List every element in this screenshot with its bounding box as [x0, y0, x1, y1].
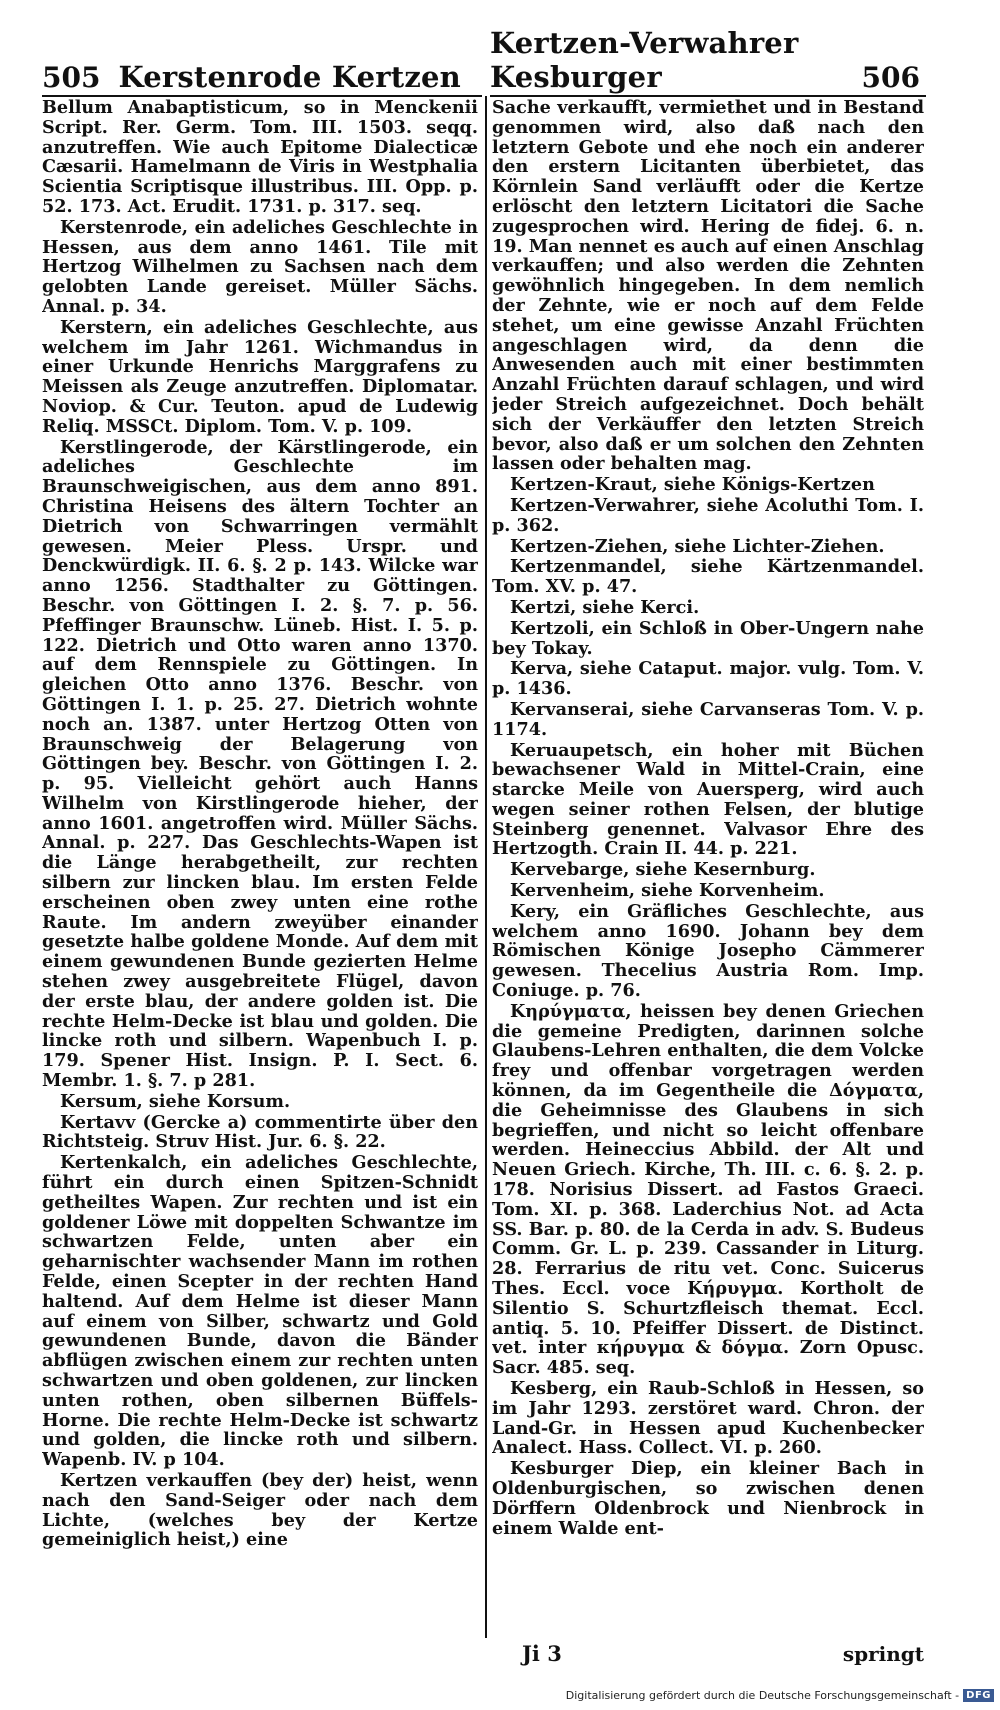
article-entry: Kesburger Diep, ein kleiner Bach in Oldenburgischen, so zwischen denen Dörffern Oldenbrock und Nienbrock in einem Walde ent-: [492, 1458, 924, 1539]
article-entry: Kervenheim, siehe Korvenheim.: [510, 880, 825, 902]
article-entry: Bellum Anabaptisticum, so in Menckenii Script. Rer. Germ. Tom. III. 1503. seqq. anzutreffen. Wie auch Epitome Dialecticæ Cæsarii. Hamelmann de Viris in Westphalia Scientia Scriptisque illustribus. III. Opp. p. 52. 173. Act. Erudit. 1731. p. 317. seq.: [42, 98, 478, 217]
right-running-head: Kertzen-Verwahrer Kesburger: [490, 26, 799, 94]
article-entry: Κηρύγματα, heissen bey denen Griechen die gemeine Predigten, darinnen solche Glaubens-Lehren enthalten, die dem Volcke frey und offenbar vorgetragen werden können, da im Gegentheile die Δόγματα, die Geheimnisse des Glaubens in sich begrieffen, und nicht so leicht offenbare werden. Heineccius Abbild. der Alt und Neuen Griech. Kirche, Th. III. c. 6. §. 2. p. 178. Norisius Dissert. ad Fastos Graeci. Tom. XI. p. 368. Laderchius Not. ad Acta SS. Bar. p. 80. de la Cerda in adv. S. Budeus Comm. Gr. L. p. 239. Cassander in Liturg. 28. Ferrarius de ritu vet. Conc. Suicerus Thes. Eccl. voce Κήρυγμα. Kortholt de Silentio S. Schurtzfleisch themat. Eccl. antiq. 5. 10. Pfeiffer Dissert. de Distinct. vet. inter κήρυγμα & δόγμα. Zorn Opusc. Sacr. 485. seq.: [492, 1000, 924, 1379]
article-entry: Kertzen-Verwahrer, siehe Acoluthi Tom. I. p. 362.: [492, 494, 924, 536]
left-column: [42, 98, 478, 1638]
column-divider: [485, 96, 487, 1638]
article-entry: Kervanserai, siehe Carvanseras Tom. V. p. 1174.: [492, 698, 924, 740]
article-entry: Kertzen-Kraut, siehe Königs-Kertzen: [510, 474, 875, 496]
article-entry: Kertzen-Ziehen, siehe Lichter-Ziehen.: [510, 535, 885, 557]
header-rule-left: [42, 95, 482, 97]
right-page-number: 506: [861, 61, 920, 94]
catchword: springt: [842, 1642, 924, 1666]
header-rule-right: [490, 95, 926, 97]
article-entry: Kery, ein Gräfliches Geschlechte, aus welchem anno 1690. Johann bey dem Römischen Könige Josepho Cämmerer gewesen. Thecelius Austria Rom. Imp. Coniuge. p. 76.: [492, 900, 924, 1002]
left-page-number: 505: [42, 61, 101, 94]
bottom-line: [492, 1640, 924, 1666]
article-entry: Kersum, siehe Korsum.: [60, 1090, 291, 1112]
signature-mark: Ji 3: [522, 1641, 562, 1666]
article-entry: Kertenkalch, ein adeliches Geschlechte, führt ein durch einen Spitzen-Schnidt getheiltes Wapen. Zur rechten und ist ein goldener Löwe mit doppelten Schwantze im schwartzen Felde, unten aber ein geharnischter wachsender Mann im rothen Felde, einen Scepter in der rechten Hand haltend. Auf dem Helme ist dieser Mann auf einem von Silber, schwartz und Gold gewundenen Bunde, davon die Bänder abflügen zwischen einem zur rechten unten schwartzen und oben goldenen, zur lincken unten rothen, oben silbernen Büffels-Horne. Die rechte Helm-Decke ist schwartz und golden, die lincke roth und silbern. Wapenb. IV. p 104.: [42, 1152, 478, 1471]
article-entry: Sache verkaufft, vermiethet und in Bestand genommen wird, also daß nach den letztern Gebote und ehe noch ein anderer den erstern Licitanten überbietet, das Körnlein Sand verläufft oder die Kertze erlöscht den letztern Licitatori die Sache zugesprochen wird. Hering de fidej. 6. n. 19. Man nennet es auch auf einen Anschlag verkauffen; und also werden die Zehnten gewöhnlich hingegeben. In dem nemlich der Zehnte, wie er noch auf dem Felde stehet, um eine gewisse Anzahl Früchten angeschlagen wird, da denn die Anwesenden auch mit einer bestimmten Anzahl Früchten darauf schlagen, und wird jeder Streich aufgezeichnet. Doch behält sich der Verkäuffer den letzten Streich bevor, also daß er um solchen den Zehnten lassen oder behalten mag.: [492, 98, 924, 475]
article-entry: Kervebarge, siehe Kesernburg.: [510, 859, 816, 881]
article-entry: Kesberg, ein Raub-Schloß in Hessen, so im Jahr 1293. zerstöret ward. Chron. der Land-Gr. in Hessen apud Kuchenbecker Analect. Hass. Collect. VI. p. 260.: [492, 1378, 924, 1459]
digitization-footer: [566, 1686, 994, 1704]
right-page-header: [490, 26, 920, 94]
article-entry: Kertzen verkauffen (bey der) heist, wenn nach den Sand-Seiger oder nach dem Lichte, (welches bey der Kertze gemeiniglich heist,) eine: [42, 1469, 478, 1551]
footer-text: Digitalisierung gefördert durch die Deutsche Forschungsgemeinschaft -: [565, 1688, 960, 1702]
article-entry: Kertzenmandel, siehe Kärtzenmandel. Tom. XV. p. 47.: [492, 556, 924, 598]
article-entry: Kerstlingerode, der Kärstlingerode, ein adeliches Geschlechte im Braunschweigischen, aus dem anno 891. Christina Heisens des ältern Tochter an Dietrich von Schwarringen vermählt gewesen. Meier Pless. Urspr. und Denckwürdigk. II. 6. §. 2 p. 143. Wilcke war anno 1256. Stadthalter zu Göttingen. Beschr. von Göttingen I. 2. §. 7. p. 56. Pfeffinger Braunschw. Lüneb. Hist. I. 5. p. 122. Dietrich und Otto waren anno 1370. auf dem Rennspiele zu Göttingen. In gleichen Otto anno 1376. Beschr. von Göttingen I. 1. p. 25. 27. Dietrich wohnte noch an. 1387. unter Hertzog Otten von Braunschweig der Belagerung von Göttingen bey. Beschr. von Göttingen I. 2. p. 95. Vielleicht gehört auch Hanns Wilhelm von Kirstlingerode hieher, der anno 1601. angetroffen wird. Müller Sächs. Annal. p. 227. Das Geschlechts-Wapen ist die Länge herabgetheilt, zur rechten silbern zur lincken blau. Im ersten Felde erscheinen oben zwey unten eine rothe Raute. Im andern zweyüber einander gesetzte halbe goldene Monde. Auf dem mit einem gewundenen Bunde gezierten Helme stehen zwey ausgebreitete Flügel, davon der erste blau, der andere golden ist. Die rechte Helm-Decke ist blau und golden. Die lincke roth und silbern. Wapenbuch I. p. 179. Spener Hist. Insign. P. I. Sect. 6. Membr. 1. §. 7. p 281.: [42, 436, 478, 1092]
dfg-logo: DFG: [963, 1689, 994, 1702]
article-entry: Kerva, siehe Cataput. major. vulg. Tom. V. p. 1436.: [492, 658, 924, 700]
article-entry: Kerstenrode, ein adeliches Geschlechte in Hessen, aus dem anno 1461. Tile mit Hertzog Wilhelmen zu Sachsen nach dem gelobten Lande gereiset. Müller Sächs. Annal. p. 34.: [42, 216, 478, 317]
article-entry: Kertzoli, ein Schloß in Ober-Ungern nahe bey Tokay.: [492, 617, 924, 659]
article-entry: Keruaupetsch, ein hoher mit Büchen bewachsener Wald in Mittel-Crain, eine starcke Meile von Auersperg, wird auch wegen seiner rothen Felsen, der blutige Steinberg genennet. Valvasor Ehre des Hertzogth. Crain II. 44. p. 221.: [492, 739, 924, 860]
left-running-head: Kerstenrode Kertzen: [118, 60, 461, 94]
left-page-header: [42, 60, 482, 94]
article-entry: Kertavv (Gercke a) commentirte über den Richtsteig. Struv Hist. Jur. 6. §. 22.: [42, 1111, 478, 1153]
article-entry: Kertzi, siehe Kerci.: [510, 596, 700, 618]
right-column: [492, 98, 924, 1638]
article-entry: Kerstern, ein adeliches Geschlechte, aus welchem im Jahr 1261. Wichmandus in einer Urkunde Henrichs Marggrafens zu Meissen als Zeuge anzutreffen. Diplomatar. Noviop. & Cur. Teuton. apud de Ludewig Reliq. MSSCt. Diplom. Tom. V. p. 109.: [42, 316, 478, 437]
